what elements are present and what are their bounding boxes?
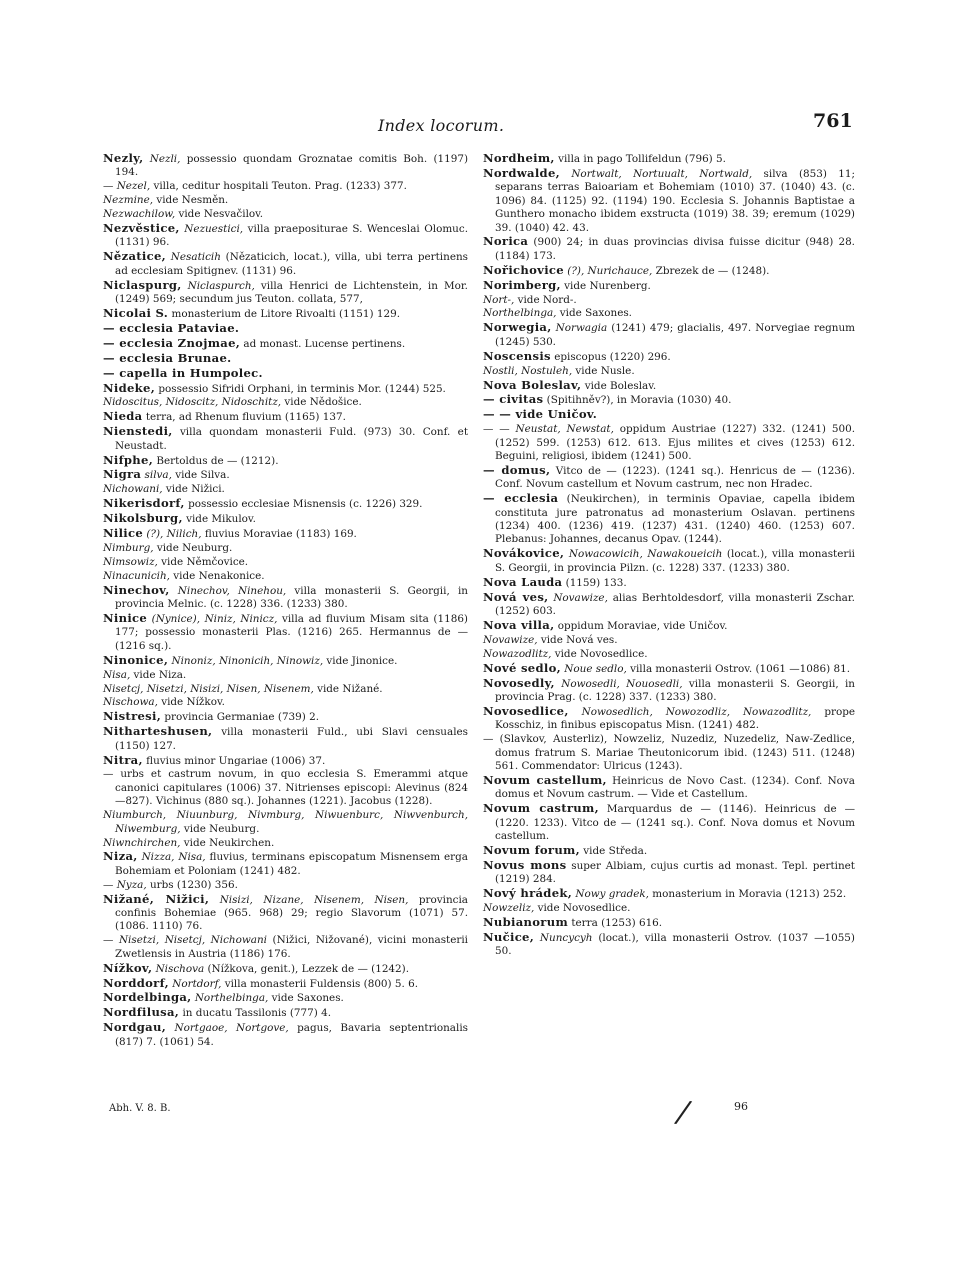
entry-headword: Niza, — [103, 849, 138, 864]
index-entry — [483, 408, 855, 422]
entry-text: villa, ceditur hospitali Teuton. Prag. (1233) 377. — [150, 180, 407, 193]
entry-headword: Norddorf, — [103, 975, 169, 990]
entry-text: terra (1253) 616. — [571, 916, 663, 929]
index-entry — [103, 410, 468, 424]
entry-text: (Neukirchen), in terminis Opaviae, capella ibidem constituta jure patronatus ad monasterium Oslavan. pertinens (1234) 400. (1236) 419. (1237) 431. (1240) 460. (1253) 607. Plebanus: Johannes, decanus Opav. (1244). — [495, 493, 855, 546]
entry-headword: Novum forum, — [483, 842, 580, 857]
index-entry — [103, 570, 468, 583]
entry-text: — (Slavkov, Austerliz), Nowzeliz, Nuzediz, Nuzedeliz, Naw-Zedlice, domus fratrum S. Mariae Theutonicorum ibid. (1243) 511. (1248) 561. Commendator: Ulricus (1243). — [483, 733, 855, 772]
entry-text: possessio ecclesiae Misnensis (c. 1226) 329. — [188, 498, 423, 511]
index-entry — [483, 492, 855, 547]
index-entry — [103, 152, 468, 180]
index-entry — [103, 850, 468, 878]
entry-headword: Ninice — [103, 611, 148, 625]
entry-text: vide Novosedlice. — [551, 647, 648, 660]
entry-headword: — ecclesia Znojmae, — [103, 335, 241, 350]
entry-headword: — ecclesia Brunae. — [103, 350, 232, 365]
entry-variant-spelling: Ninacunicih, — [103, 569, 170, 582]
entry-variant-spelling: Nesaticih — [170, 251, 221, 264]
entry-headword: Nordgau, — [103, 1020, 167, 1035]
entry-headword: Novosedlice, — [483, 703, 569, 718]
entry-headword: Nové sedlo, — [483, 660, 561, 675]
entry-variant-spelling: Nort-, — [483, 293, 515, 306]
index-entry — [103, 322, 468, 336]
entry-headword: Noscensis — [483, 348, 551, 363]
entry-variant-spelling: Nischowa, — [103, 696, 158, 709]
index-entry — [483, 774, 855, 802]
index-entry — [103, 194, 468, 207]
entry-text: villa monasterii S. Georgii, in provincia Prag. (c. 1228) 337. (1233) 380. — [495, 677, 855, 703]
entry-text: vide Středa. — [583, 844, 648, 857]
entry-variant-spelling: Northelbinga, — [194, 992, 269, 1005]
index-entry — [483, 235, 855, 263]
entry-headword: Norimberg, — [483, 277, 561, 292]
entry-text: fluvius minor Ungariae (1006) 37. — [146, 754, 326, 767]
index-entry — [483, 677, 855, 705]
entry-text: vide Nižané. — [313, 682, 383, 695]
entry-variant-spelling: Nischova — [155, 962, 205, 975]
index-entry — [103, 725, 468, 753]
index-entry — [103, 497, 468, 511]
index-entry — [103, 527, 468, 541]
entry-text: monasterium in Moravia (1213) 252. — [649, 888, 847, 901]
index-entry — [103, 962, 468, 976]
entry-variant-spelling: — Nyza, — [103, 878, 147, 891]
entry-text: vide Nědošice. — [281, 396, 362, 409]
entry-text: villa monasterii Fuldensis (800) 5. 6. — [221, 977, 419, 990]
entry-variant-spelling: Noue sedlo, — [564, 662, 627, 675]
entry-text: vide Mikulov. — [186, 513, 256, 526]
entry-text: super Albiam, cujus curtis ad monast. Tepl. pertinet (1219) 284. — [495, 859, 855, 886]
index-entry — [103, 542, 468, 555]
entry-headword: Nový hrádek, — [483, 886, 573, 901]
entry-headword: — ecclesia Pataviae. — [103, 320, 240, 335]
entry-variant-spelling: (?), Nurichauce, — [567, 264, 653, 277]
entry-text: Zbrezek de — (1248). — [652, 264, 770, 277]
index-entry — [483, 619, 855, 633]
entry-headword: Nordheim, — [483, 151, 555, 165]
index-entry — [483, 859, 855, 887]
index-entry — [483, 379, 855, 393]
entry-text: (1241) 479; glacialis, 497. Norvegiae regnum (1245) 530. — [495, 322, 855, 348]
entry-variant-spelling: — Nezel, — [103, 180, 151, 193]
index-entry — [483, 547, 855, 575]
index-entry — [103, 367, 468, 381]
index-entry — [103, 512, 468, 526]
entry-variant-spelling: Nezwachilow, — [103, 208, 176, 221]
entry-text: Vitco de — (1223). (1241 sq.). Henricus de — (1236). Conf. Novum castellum et Novum castrum, nec non Hradec. — [495, 464, 855, 491]
index-entry — [103, 425, 468, 453]
entry-variant-spelling: Norwagia — [555, 322, 608, 335]
entry-text: urbs (1230) 356. — [146, 878, 238, 891]
index-entry — [483, 350, 855, 364]
entry-variant-spelling: Nowzeliz, — [483, 902, 535, 915]
entry-variant-spelling: Nizza, Nisa, — [141, 851, 206, 864]
entry-text: episcopus (1220) 296. — [554, 350, 671, 363]
footer-abbreviation: Abh. V. 8. B. — [109, 1103, 171, 1114]
index-entry — [483, 321, 855, 349]
entry-text: prope Kosschiz, in finibus episcopatus Misn. (1241) 482. — [495, 705, 855, 732]
entry-variant-spelling: Nimsowiz, — [103, 555, 158, 568]
entry-variant-spelling: Nuncycyh — [539, 931, 593, 944]
entry-text: vide Saxones. — [556, 307, 632, 320]
entry-headword: Nikerisdorf, — [103, 496, 185, 511]
entry-text: vide Nusle. — [572, 364, 635, 377]
entry-variant-spelling: Nowosedli, Nouosedli, — [561, 677, 683, 690]
running-title: Index locorum. — [378, 116, 505, 135]
entry-text: villa Henrici de Lichtenstein, in Mor. (1249) 569; secundum jus Teuton. collata, 577, — [115, 279, 468, 306]
entry-variant-spelling: Northelbinga, — [483, 307, 557, 320]
index-entry — [483, 733, 855, 773]
entry-variant-spelling: Nostli, Nostuleh, — [483, 364, 573, 377]
entry-headword: Nordfilusa, — [103, 1005, 180, 1020]
entry-text: villa monasterii S. Georgii, in provincia Melnic. (c. 1228) 336. (1233) 380. — [115, 584, 468, 611]
index-entry — [483, 931, 855, 959]
entry-headword: Nořichovice — [483, 262, 564, 277]
index-entry — [103, 352, 468, 366]
index-entry — [103, 991, 468, 1005]
entry-headword: Nienstedi, — [103, 424, 173, 439]
entry-text: (Nězaticich, locat.), villa, ubi terra pertinens ad ecclesiam Spitignev. (1131) 96. — [115, 251, 468, 277]
entry-text: vide Nurenberg. — [564, 279, 651, 292]
index-entry — [103, 584, 468, 612]
entry-headword: — domus, — [483, 462, 551, 477]
entry-headword: Novus mons — [483, 857, 567, 872]
entry-text: vide Nižici. — [162, 483, 225, 496]
index-entry — [103, 454, 468, 468]
entry-text: fluvius Moraviae (1183) 169. — [201, 528, 357, 541]
index-entry — [483, 294, 855, 307]
index-entry — [103, 1021, 468, 1049]
entry-text: vide Neukirchen. — [180, 836, 275, 849]
index-entry — [103, 337, 468, 351]
entry-variant-spelling: Nezmine, — [103, 194, 154, 207]
entry-headword: Niclaspurg, — [103, 277, 182, 292]
entry-headword: Nikolsburg, — [103, 511, 183, 526]
index-entry — [483, 464, 855, 492]
entry-text: (Nížkova, genit.), Lezzek de — (1242). — [204, 962, 410, 975]
entry-text: silva (853) 11; separans terras Baioariam et Bohemiam (1010) 37. (1040) 43. (c. 1096) 84. (1125) 92. (1194) 190. Ecclesia S. Johannis Baptistae a Gunthero monacho ibidem exstructa (1019) 38. 39; eremum (1029) 39. (1040) 42. 43. — [495, 167, 855, 234]
entry-text: — urbs et castrum novum, in quo ecclesia S. Emerammi atque canonici capitulares (1006) 37. Nitrienses episcopi: Alevinus (824—827). Vichinus (880 sq.). Johannes (1221). Jacobus (1228). — [103, 768, 468, 808]
entry-variant-spelling: Niclaspurch, — [187, 279, 255, 292]
entry-text: possessio quondam Groznatae comitis Boh. (1197) 194. — [115, 153, 468, 179]
entry-variant-spelling: Niwnchirchen, — [103, 836, 181, 849]
index-entry — [103, 654, 468, 668]
entry-headword: Novum castrum, — [483, 801, 599, 816]
entry-text: vide Novosedlice. — [534, 902, 631, 915]
entry-text: oppidum Moraviae, vide Uničov. — [557, 619, 728, 632]
index-entry — [483, 802, 855, 843]
entry-text: vide Němčovice. — [157, 555, 249, 568]
entry-headword: Nideke, — [103, 380, 156, 395]
index-entry — [103, 879, 468, 892]
index-entry — [483, 705, 855, 733]
entry-variant-spelling: Nimburg, — [103, 541, 154, 554]
entry-text: vide Neuburg. — [180, 822, 260, 835]
index-entry — [103, 683, 468, 696]
index-entry — [483, 307, 855, 320]
entry-text: (900) 24; in duas provincias divisa fuisse dicitur (948) 28. (1184) 173. — [495, 236, 855, 262]
index-entry — [103, 977, 468, 991]
entry-headword: Ninonice, — [103, 652, 169, 667]
entry-text: Heinricus de Novo Cast. (1234). Conf. Nova domus et Novum castrum. — Vide et Castellum. — [495, 774, 855, 801]
index-entry — [483, 887, 855, 901]
index-entry — [483, 648, 855, 661]
entry-variant-spelling: Nichowani, — [103, 483, 163, 496]
index-entry — [103, 307, 468, 321]
entry-headword: Nitra, — [103, 752, 143, 767]
index-entry — [103, 382, 468, 396]
entry-text: villa quondam monasterii Fuld. (973) 30. Conf. et Neustadt. — [115, 426, 468, 452]
entry-headword: — — vide Uničov. — [483, 407, 598, 422]
entry-variant-spelling: Nezli, — [149, 153, 181, 165]
entry-headword: Nordelbinga, — [103, 990, 192, 1005]
index-entry — [103, 612, 468, 653]
entry-headword: Nova villa, — [483, 617, 555, 632]
index-entry — [103, 934, 468, 961]
entry-variant-spelling: Nortgaoe, Nortgove, — [174, 1022, 289, 1035]
entry-headword: Nieda — [103, 409, 143, 424]
entry-headword: Nova Boleslav, — [483, 377, 582, 392]
index-entry — [483, 264, 855, 278]
index-entry — [483, 365, 855, 378]
entry-text: pagus, Bavaria septentrionalis (817) 7. (1061) 54. — [115, 1022, 468, 1048]
entry-text: vide Jinonice. — [323, 654, 398, 667]
entry-headword: Novákovice, — [483, 546, 565, 561]
entry-headword: Nová ves, — [483, 589, 549, 604]
entry-variant-spelling: Ninechov, Ninehou, — [177, 584, 287, 597]
entry-variant-spelling: Nidoscitus, Nidoscitz, Nidoschitz, — [103, 396, 282, 409]
entry-text: monasterium de Litore Rivoalti (1151) 129. — [171, 307, 401, 320]
entry-text: Bertoldus de — (1212). — [156, 454, 279, 467]
margin-mark: / — [675, 1094, 691, 1131]
entry-text: villa in pago Tollifeldun (796) 5. — [558, 153, 726, 165]
entry-text: vide Silva. — [171, 469, 230, 482]
entry-variant-spelling: Novawize, — [553, 591, 608, 604]
entry-text: vide Nová ves. — [537, 633, 618, 646]
entry-headword: Nigra — [103, 467, 142, 482]
index-entry — [103, 468, 468, 482]
entry-headword: — civitas — [483, 392, 544, 407]
index-entry — [103, 556, 468, 569]
right-column — [483, 152, 855, 959]
entry-variant-spelling: Nowosedlich, Nowozodliz, Nowazodlitz, — [581, 705, 812, 718]
entry-text: vide Nesměn. — [153, 194, 229, 207]
entry-headword: Nilice — [103, 526, 144, 541]
entry-text: (Spitihněv?), in Moravia (1030) 40. — [546, 394, 732, 407]
index-entry — [103, 483, 468, 496]
entry-variant-spelling: Nowazodlitz, — [483, 647, 552, 660]
entry-variant-spelling: Nisetcj, Nisetzi, Nisizi, Nisen, Nisenem, — [103, 682, 314, 695]
index-entry — [483, 152, 855, 166]
entry-text: villa praepositurae S. Wenceslai Olomuc. (1131) 96. — [115, 223, 468, 249]
page-number: 761 — [813, 110, 853, 132]
entry-text: vide Nesvačilov. — [175, 208, 264, 221]
index-entry — [103, 180, 468, 193]
entry-headword: Norica — [483, 234, 529, 249]
entry-headword: Nižané, Nižici, — [103, 891, 210, 906]
entry-variant-spelling: Nortdorf, — [172, 977, 222, 990]
signature-mark: 96 — [734, 1100, 748, 1113]
entry-variant-spelling: (?), Nilich, — [146, 528, 202, 541]
entry-text: vide Saxones. — [268, 992, 344, 1005]
index-entry — [103, 250, 468, 278]
entry-variant-spelling: Nowy gradek, — [575, 888, 649, 901]
index-entry — [483, 279, 855, 293]
index-entry — [103, 809, 468, 836]
index-entry — [103, 696, 468, 709]
entry-variant-spelling: silva, — [144, 469, 172, 482]
entry-headword: Ninechov, — [103, 582, 170, 597]
entry-headword: Nova Lauda — [483, 574, 563, 589]
entry-variant-spelling: — Nisetzi, Nisetcj, Nichowani — [103, 934, 267, 947]
entry-headword: Nezvěstice, — [103, 221, 180, 236]
entry-text: vide Nord-. — [514, 293, 577, 306]
entry-headword: Nifphe, — [103, 452, 154, 467]
entry-headword: Nězatice, — [103, 249, 167, 264]
entry-variant-spelling: Nowacowicih, Nawakoueicih — [568, 548, 723, 561]
index-entry — [483, 423, 855, 463]
index-entry — [103, 669, 468, 682]
entry-text: terra, ad Rhenum fluvium (1165) 137. — [145, 411, 346, 424]
index-entry — [103, 208, 468, 221]
index-entry — [103, 222, 468, 250]
index-entry — [483, 393, 855, 407]
entry-variant-spelling: Ninoniz, Ninonicih, Ninowiz, — [171, 654, 324, 667]
entry-text: provincia Germaniae (739) 2. — [164, 711, 320, 724]
entry-text: (locat.), villa monasterii Ostrov. (1037 —1055) 50. — [495, 931, 855, 958]
left-column — [103, 152, 468, 1050]
entry-headword: — ecclesia — [483, 491, 559, 506]
entry-text: villa monasterii Ostrov. (1061 —1086) 81. — [626, 662, 851, 675]
entry-variant-spelling: — — Neustat, Newstat, — [483, 423, 614, 436]
entry-variant-spelling: Nezuestici, — [184, 223, 244, 236]
index-entry — [103, 1006, 468, 1020]
entry-text: oppidum Austriae (1227) 332. (1241) 500. (1252) 599. (1253) 612. 613. Ejus milites et cives (1253) 612. Beguini, religiosi, ibidem (1241) 500. — [495, 423, 856, 463]
index-entry — [103, 279, 468, 307]
entry-headword: Nížkov, — [103, 960, 153, 975]
entry-headword: Nučice, — [483, 929, 535, 944]
entry-text: provincia confinis Bohemiae (965. 968) 29; regio Slavorum (1071) 57. (1086. 1110) 76. — [115, 893, 468, 933]
entry-text: villa ad fluvium Misam sita (1186) 177; possessio monasterii Plas. (1216) 265. Hermannus de — (1216 sq.). — [115, 613, 468, 652]
index-entry — [103, 768, 468, 808]
entry-text: in ducatu Tassilonis (777) 4. — [182, 1007, 332, 1020]
index-entry — [483, 167, 855, 235]
index-entry — [483, 662, 855, 676]
index-entry — [103, 710, 468, 724]
index-entry — [483, 902, 855, 915]
entry-headword: — capella in Humpolec. — [103, 365, 263, 380]
entry-headword: Novum castellum, — [483, 772, 607, 787]
entry-text: fluvius, terminans episcopatum Misnensem erga Bohemiam et Poloniam (1241) 482. — [115, 851, 468, 877]
index-entry — [103, 754, 468, 768]
entry-variant-spelling: (Nynice), Niniz, Ninicz, — [151, 613, 278, 625]
index-entry — [103, 396, 468, 409]
entry-text: vide Nenakonice. — [169, 569, 265, 582]
entry-variant-spelling: Nisizi, Nizane, Nisenem, Nisen, — [219, 893, 409, 906]
entry-headword: Nubianorum — [483, 914, 569, 929]
entry-text: vide Neuburg. — [153, 541, 233, 554]
entry-text: (Nižici, Nižované), vicini monasterii Zwetlensis in Austria (1186) 176. — [115, 934, 468, 960]
entry-text: (locat.), villa monasterii S. Georgii, in provincia Pilzn. (c. 1228) 337. (1233) 380. — [495, 548, 855, 574]
entry-headword: Nordwalde, — [483, 165, 560, 180]
index-entry — [483, 591, 855, 619]
entry-text: vide Niza. — [130, 668, 187, 681]
entry-headword: Norwegia, — [483, 320, 552, 335]
entry-variant-spelling: Nortwalt, Nortuualt, Nortwald, — [571, 167, 753, 180]
entry-headword: Novosedly, — [483, 675, 555, 690]
index-entry — [103, 893, 468, 934]
entry-text: vide Boleslav. — [584, 379, 657, 392]
entry-variant-spelling: Nisa, — [103, 668, 131, 681]
index-entry — [103, 837, 468, 850]
entry-text: (1159) 133. — [565, 576, 627, 589]
index-entry — [483, 634, 855, 647]
entry-text: villa monasterii Fuld., ubi Slavi censuales (1150) 127. — [115, 726, 468, 752]
entry-text: alias Berhtoldesdorf, villa monasterii Zschar. (1252) 603. — [495, 591, 855, 617]
entry-headword: Nezly, — [103, 151, 144, 165]
index-entry — [483, 844, 855, 858]
entry-text: vide Nížkov. — [157, 696, 225, 709]
entry-text: possessio Sifridi Orphani, in terminis Mor. (1244) 525. — [158, 382, 446, 395]
entry-text: Marquardus de — (1146). Heinricus de — (1220. 1233). Vitco de — (1241 sq.). Conf. Nova domus et Novum castellum. — [495, 803, 855, 842]
index-entry — [483, 576, 855, 590]
entry-headword: Nitharteshusen, — [103, 724, 213, 739]
entry-headword: Nicolai S. — [103, 305, 169, 320]
entry-variant-spelling: Niumburch, Niuunburg, Nivmburg, Niwuenburc, Niwvenburch, Niwemburg, — [103, 809, 468, 835]
entry-headword: Nistresi, — [103, 709, 162, 724]
entry-text: ad monast. Lucense pertinens. — [243, 337, 406, 350]
entry-variant-spelling: Novawize, — [483, 633, 538, 646]
index-entry — [483, 916, 855, 930]
